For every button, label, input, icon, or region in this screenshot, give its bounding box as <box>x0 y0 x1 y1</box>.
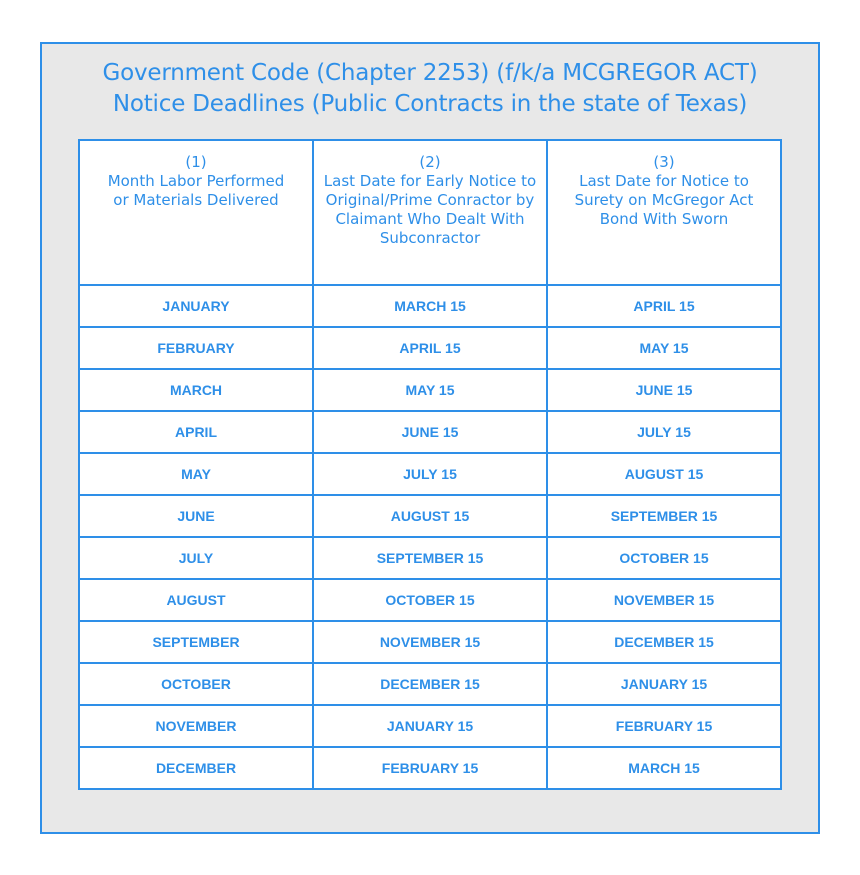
column-header-month <box>79 140 313 285</box>
month-cell: JANUARY <box>79 285 313 327</box>
column-header-line: Subconractor <box>379 229 481 247</box>
table-row <box>79 369 781 411</box>
table-row <box>79 537 781 579</box>
title-line-1: Government Code (Chapter 2253) (f/k/a MCGREGOR ACT) <box>102 60 758 86</box>
table-row <box>79 579 781 621</box>
table-row <box>79 747 781 789</box>
header-row <box>79 140 781 285</box>
early-notice-cell: MAY 15 <box>313 369 547 411</box>
page-title <box>42 58 818 120</box>
surety-notice-cell: APRIL 15 <box>547 285 781 327</box>
table-row <box>79 453 781 495</box>
early-notice-cell: AUGUST 15 <box>313 495 547 537</box>
surety-notice-cell: JUNE 15 <box>547 369 781 411</box>
column-header-line: Claimant Who Dealt With <box>335 210 525 228</box>
surety-notice-cell: MARCH 15 <box>547 747 781 789</box>
early-notice-cell: APRIL 15 <box>313 327 547 369</box>
early-notice-cell: JANUARY 15 <box>313 705 547 747</box>
table-row <box>79 327 781 369</box>
column-header-surety-notice <box>547 140 781 285</box>
surety-notice-cell: OCTOBER 15 <box>547 537 781 579</box>
surety-notice-cell: SEPTEMBER 15 <box>547 495 781 537</box>
title-line-2: Notice Deadlines (Public Contracts in the state of Texas) <box>112 91 748 117</box>
surety-notice-cell: JULY 15 <box>547 411 781 453</box>
table-row <box>79 705 781 747</box>
table-row <box>79 285 781 327</box>
table-row <box>79 663 781 705</box>
early-notice-cell: MARCH 15 <box>313 285 547 327</box>
column-header-line: Last Date for Early Notice to <box>323 172 537 190</box>
month-cell: FEBRUARY <box>79 327 313 369</box>
month-cell: DECEMBER <box>79 747 313 789</box>
column-header-line: Bond With Sworn <box>599 210 729 228</box>
deadlines-table <box>78 139 782 790</box>
month-cell: NOVEMBER <box>79 705 313 747</box>
column-header-line: Original/Prime Conractor by <box>325 191 535 209</box>
column-number: (1) <box>185 153 207 171</box>
table-row <box>79 621 781 663</box>
column-header-line: Surety on McGregor Act <box>574 191 754 209</box>
column-header-line: or Materials Delivered <box>113 191 279 209</box>
column-number: (3) <box>653 153 675 171</box>
notice-deadlines-panel <box>40 42 820 834</box>
column-header-line: Last Date for Notice to <box>579 172 749 190</box>
month-cell: JUNE <box>79 495 313 537</box>
column-header-line: Month Labor Performed <box>107 172 285 190</box>
table-body <box>79 285 781 789</box>
early-notice-cell: FEBRUARY 15 <box>313 747 547 789</box>
month-cell: MARCH <box>79 369 313 411</box>
month-cell: AUGUST <box>79 579 313 621</box>
early-notice-cell: JUNE 15 <box>313 411 547 453</box>
surety-notice-cell: FEBRUARY 15 <box>547 705 781 747</box>
early-notice-cell: SEPTEMBER 15 <box>313 537 547 579</box>
surety-notice-cell: DECEMBER 15 <box>547 621 781 663</box>
surety-notice-cell: MAY 15 <box>547 327 781 369</box>
surety-notice-cell: NOVEMBER 15 <box>547 579 781 621</box>
column-header-early-notice <box>313 140 547 285</box>
table-row <box>79 411 781 453</box>
month-cell: OCTOBER <box>79 663 313 705</box>
early-notice-cell: NOVEMBER 15 <box>313 621 547 663</box>
table-header <box>79 140 781 285</box>
early-notice-cell: DECEMBER 15 <box>313 663 547 705</box>
early-notice-cell: OCTOBER 15 <box>313 579 547 621</box>
early-notice-cell: JULY 15 <box>313 453 547 495</box>
month-cell: JULY <box>79 537 313 579</box>
month-cell: APRIL <box>79 411 313 453</box>
surety-notice-cell: AUGUST 15 <box>547 453 781 495</box>
surety-notice-cell: JANUARY 15 <box>547 663 781 705</box>
month-cell: SEPTEMBER <box>79 621 313 663</box>
column-number: (2) <box>419 153 441 171</box>
table-row <box>79 495 781 537</box>
month-cell: MAY <box>79 453 313 495</box>
